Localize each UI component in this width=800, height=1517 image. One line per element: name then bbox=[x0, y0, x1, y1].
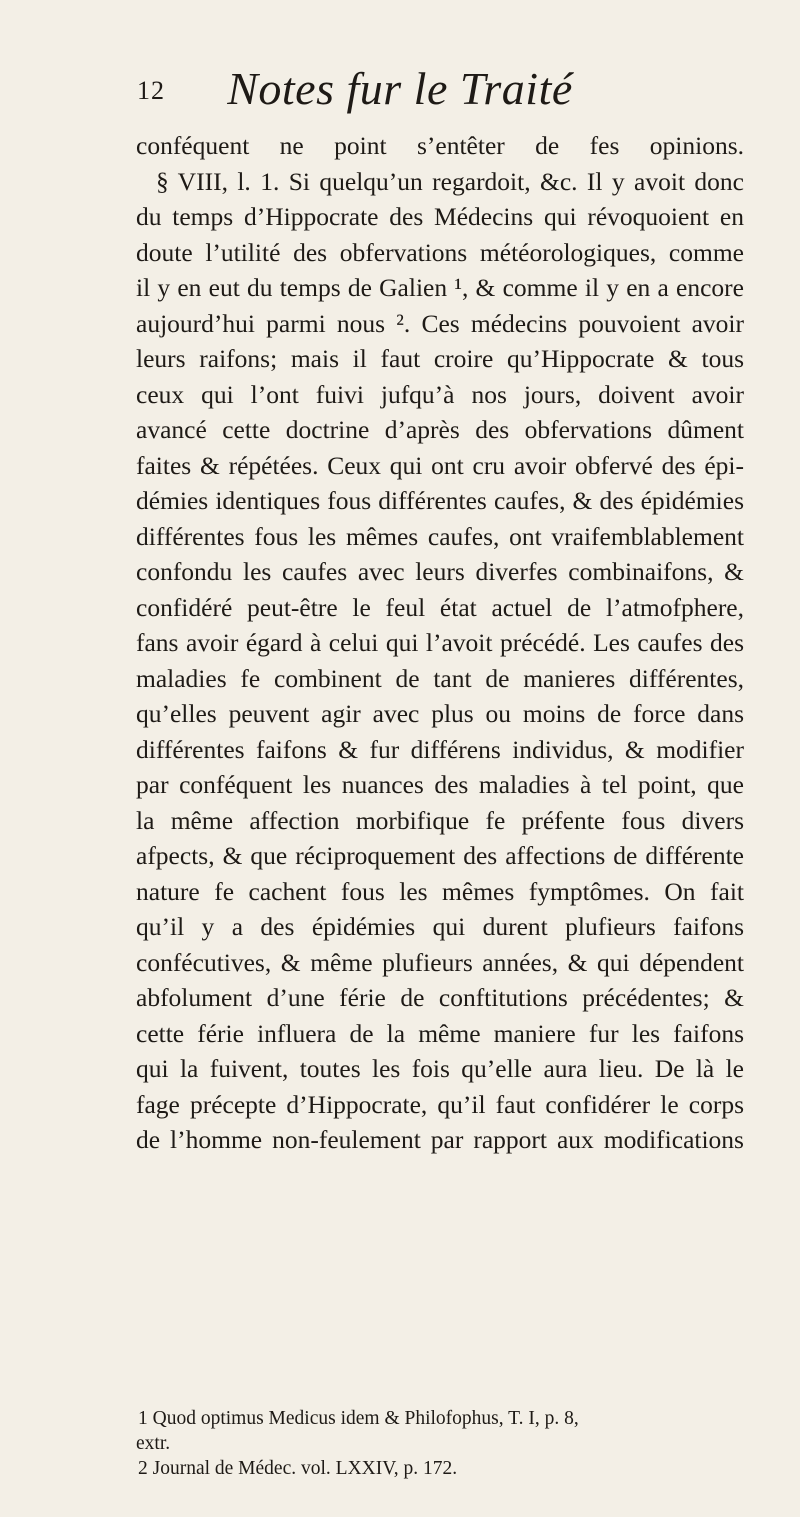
text-line: confondu les caufes avec leurs diverfes combinaifons, & bbox=[136, 557, 744, 586]
footnote-line: 1 Quod optimus Medicus idem & Philofophus, T. I, p. 8, bbox=[138, 1408, 579, 1429]
text-line: fage précepte d’Hippocrate, qu’il faut confidérer le corps bbox=[136, 1089, 744, 1119]
text-line: confidéré peut-être le feul état actuel de l’atmofphere, bbox=[136, 592, 744, 622]
footnotes bbox=[136, 1406, 744, 1481]
text-line: ceux qui l’ont fuivi jufqu’à nos jours, doivent avoir bbox=[136, 379, 744, 409]
text-line: démies identiques fous différentes caufes, & des épidémies bbox=[136, 486, 744, 515]
text-line: qu’elles peuvent agir avec plus ou moins de force dans bbox=[136, 699, 744, 728]
text-line: de l’homme non-feulement par rapport aux modifications bbox=[136, 1125, 744, 1154]
page-number: 12 bbox=[137, 76, 165, 105]
text-line: confécutives, & même plufieurs années, & qui dépendent bbox=[136, 947, 744, 977]
text-line: afpects, & que réciproquement des affections de différente bbox=[136, 841, 744, 870]
footnote-line: 2 Journal de Médec. vol. LXXIV, p. 172. bbox=[138, 1458, 458, 1479]
text-line: qui la fuivent, toutes les fois qu’elle aura lieu. De là le bbox=[136, 1054, 744, 1083]
footnote-line: extr. bbox=[136, 1433, 171, 1454]
text-line: leurs raifons; mais il faut croire qu’Hippocrate & tous bbox=[136, 344, 744, 373]
text-line: faites & répétées. Ceux qui ont cru avoir obfervé des épi- bbox=[136, 450, 744, 480]
text-line: nature fe cachent fous les mêmes fymptômes. On fait bbox=[136, 876, 744, 906]
running-title: Notes fur le Traité bbox=[227, 63, 573, 114]
text-line: par conféquent les nuances des maladies à tel point, que bbox=[136, 770, 744, 799]
text-line: abfolument d’une férie de conftitutions précédentes; & bbox=[136, 983, 744, 1012]
text-line: il y en eut du temps de Galien ¹, & comme il y en a encore bbox=[136, 273, 744, 302]
page-header bbox=[0, 62, 800, 122]
text-line: qu’il y a des épidémies qui durent plufieurs faifons bbox=[136, 912, 744, 941]
text-line: la même affection morbifique fe préfente fous divers bbox=[136, 805, 744, 835]
text-line: § VIII, l. 1. Si quelqu’un regardoit, &c. Il y avoit donc bbox=[156, 166, 744, 196]
text-line: du temps d’Hippocrate des Médecins qui révoquoient en bbox=[136, 202, 744, 231]
text-line: différentes faifons & fur différens individus, & modifier bbox=[136, 734, 744, 764]
text-line: doute l’utilité des obfervations météorologiques, comme bbox=[136, 237, 744, 267]
text-line: conféquent ne point s’entêter de fes opinions. bbox=[136, 131, 744, 160]
text-line: avancé cette doctrine d’après des obfervations dûment bbox=[136, 415, 744, 444]
text-line: aujourd’hui parmi nous ². Ces médecins pouvoient avoir bbox=[136, 308, 744, 338]
text-line: cette férie influera de la même maniere fur les faifons bbox=[136, 1018, 744, 1048]
text-line: fans avoir égard à celui qui l’avoit précédé. Les caufes des bbox=[136, 628, 744, 657]
text-line: maladies fe combinent de tant de manieres différentes, bbox=[136, 663, 744, 693]
body-text bbox=[136, 128, 744, 1158]
text-line: différentes fous les mêmes caufes, ont vraifemblablement bbox=[136, 521, 744, 551]
